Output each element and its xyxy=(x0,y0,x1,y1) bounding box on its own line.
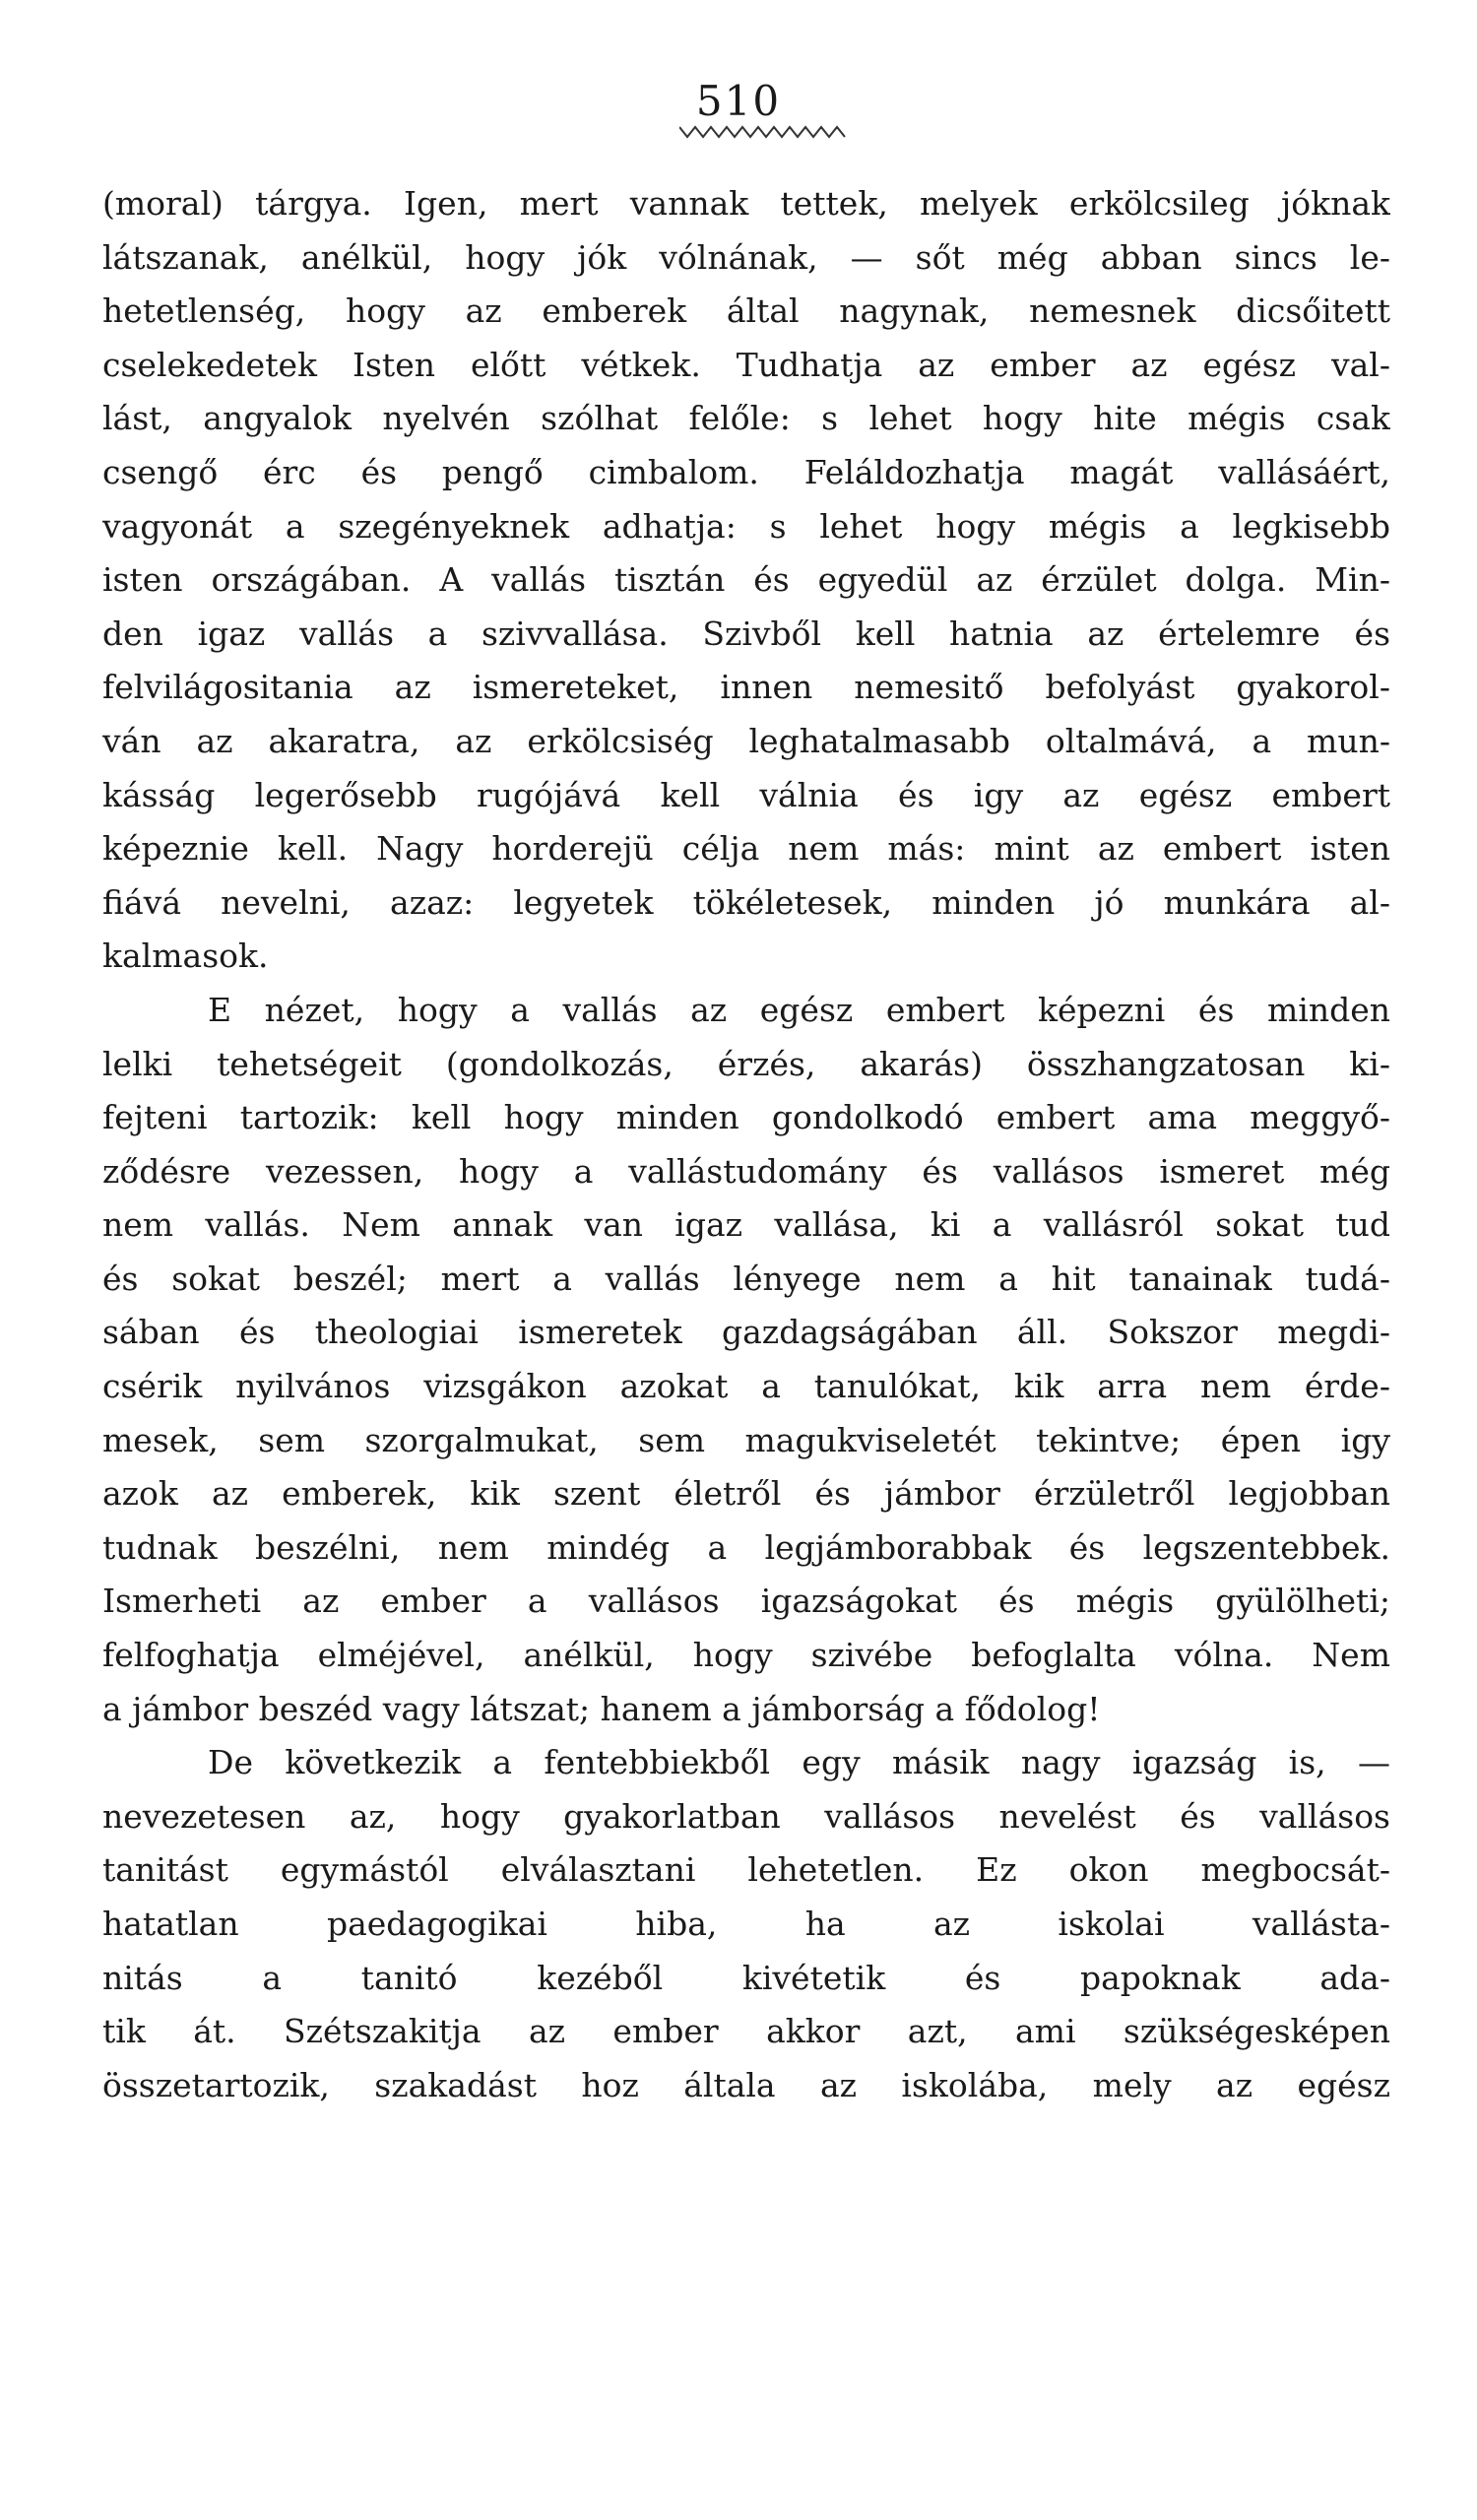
page-number: 510 xyxy=(695,77,782,125)
text-line: képeznie kell. Nagy horderejü célja nem más: mint az embert isten xyxy=(102,829,1390,869)
text-line: lelki tehetségeit (gondolkozás, érzés, akarás) összhangzatosan ki- xyxy=(102,1044,1390,1083)
text-line: tudnak beszélni, nem mindég a legjámborabbak és legszentebbek. xyxy=(102,1527,1390,1567)
text-line: sában és theologiai ismeretek gazdagságában áll. Sokszor megdi- xyxy=(102,1313,1390,1352)
text-line: De következik a fentebbiekből egy másik nagy igazság is, — xyxy=(208,1743,1390,1782)
text-line: látszanak, anélkül, hogy jók vólnának, — sőt még abban sincs le- xyxy=(102,237,1390,277)
text-line: a jámbor beszéd vagy látszat; hanem a jámborság a fődolog! xyxy=(102,1689,1101,1728)
text-line: csérik nyilvános vizsgákon azokat a tanulókat, kik arra nem érde- xyxy=(102,1367,1390,1406)
text-line: tik át. Szétszakitja az ember akkor azt, ami szükségesképen xyxy=(102,2012,1390,2051)
text-line: den igaz vallás a szivvallása. Szivből kell hatnia az értelemre és xyxy=(102,614,1390,653)
text-line: nitás a tanitó kezéből kivétetik és papoknak ada- xyxy=(102,1958,1390,1997)
text-line: isten országában. A vallás tisztán és egyedül az érzület dolga. Min- xyxy=(102,560,1390,600)
text-line: nevezetesen az, hogy gyakorlatban vallásos nevelést és vallásos xyxy=(102,1796,1390,1836)
text-line: kásság legerősebb rugójává kell válnia és igy az egész embert xyxy=(102,775,1390,814)
text-line: E nézet, hogy a vallás az egész embert képezni és minden xyxy=(208,990,1390,1029)
text-line: hetetlenség, hogy az emberek által nagynak, nemesnek dicsőitett xyxy=(102,291,1390,331)
text-line: ződésre vezessen, hogy a vallástudomány és vallásos ismeret még xyxy=(102,1151,1390,1191)
text-line: azok az emberek, kik szent életről és jámbor érzületről legjobban xyxy=(102,1474,1390,1514)
text-line: összetartozik, szakadást hoz általa az iskolába, mely az egész xyxy=(102,2065,1390,2104)
text-line: felvilágositania az ismereteket, innen nemesitő befolyást gyakorol- xyxy=(102,668,1390,707)
text-line: fiává nevelni, azaz: legyetek tökéletesek, minden jó munkára al- xyxy=(102,882,1390,922)
text-line: kalmasok. xyxy=(102,937,269,976)
text-line: lást, angyalok nyelvén szólhat felőle: s lehet hogy hite mégis csak xyxy=(102,399,1390,438)
text-line: hatatlan paedagogikai hiba, ha az iskolai vallásta- xyxy=(102,1905,1390,1943)
text-line: tanitást egymástól elválasztani lehetetlen. Ez okon megbocsát- xyxy=(102,1850,1390,1890)
text-line: cselekedetek Isten előtt vétkek. Tudhatja az ember az egész val- xyxy=(102,345,1390,384)
text-line: Ismerheti az ember a vallásos igazságokat és mégis gyülölheti; xyxy=(102,1582,1390,1621)
text-line: csengő érc és pengő cimbalom. Feláldozhatja magát vallásáért, xyxy=(102,452,1390,491)
text-line: felfoghatja elméjével, anélkül, hogy szivébe befoglalta vólna. Nem xyxy=(102,1636,1390,1675)
text-line: ván az akaratra, az erkölcsiség leghatalmasabb oltalmává, a mun- xyxy=(102,721,1390,760)
text-line: fejteni tartozik: kell hogy minden gondolkodó embert ama meggyő- xyxy=(102,1098,1390,1137)
text-line: és sokat beszél; mert a vallás lényege nem a hit tanainak tudá- xyxy=(102,1259,1390,1298)
text-line: nem vallás. Nem annak van igaz vallása, ki a vallásról sokat tud xyxy=(102,1205,1390,1245)
text-line: (moral) tárgya. Igen, mert vannak tettek, melyek erkölcsileg jóknak xyxy=(102,184,1390,223)
body-text xyxy=(102,177,1390,2112)
ornament-wave-icon xyxy=(679,123,847,145)
text-line: vagyonát a szegényeknek adhatja: s lehet hogy mégis a legkisebb xyxy=(102,506,1390,546)
text-line: mesek, sem szorgalmukat, sem magukviseletét tekintve; épen igy xyxy=(102,1420,1390,1459)
